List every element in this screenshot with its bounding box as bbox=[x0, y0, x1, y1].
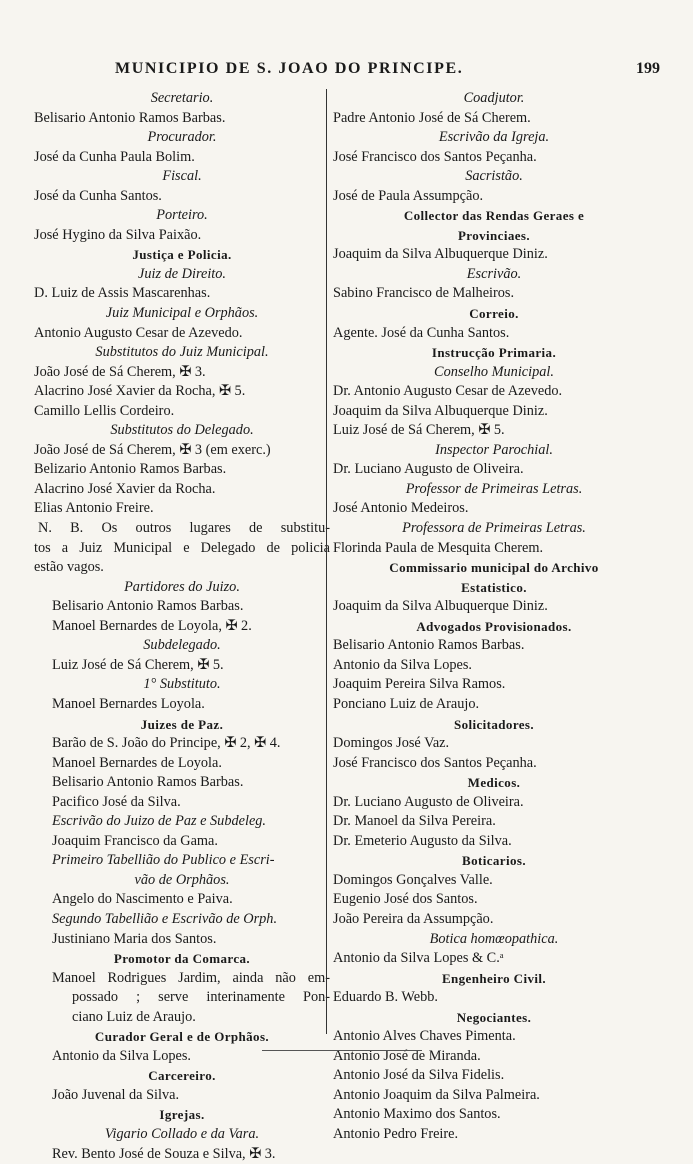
entry: Angelo do Nascimento e Paiva. bbox=[52, 891, 233, 908]
page-number: 199 bbox=[636, 60, 660, 77]
page-header bbox=[40, 60, 660, 84]
heading-escrivao: Escrivão. bbox=[466, 265, 522, 282]
entry: Manoel Rodrigues Jardim, ainda não em- bbox=[52, 969, 330, 986]
entry: Eugenio José dos Santos. bbox=[333, 891, 478, 908]
heading-partidores: Partidores do Juizo. bbox=[124, 578, 240, 595]
heading-professora: Professora de Primeiras Letras. bbox=[402, 520, 586, 537]
entry: Dr. Manoel da Silva Pereira. bbox=[333, 813, 496, 830]
section-carcereiro: Carcereiro. bbox=[148, 1068, 216, 1084]
entry: José Antonio Medeiros. bbox=[333, 500, 469, 517]
entry: Antonio da Silva Lopes & C.ᵃ bbox=[333, 950, 504, 967]
note-line: N. B. Os outros lugares de substitu- bbox=[38, 520, 330, 537]
section-advogados: Advogados Provisionados. bbox=[416, 618, 572, 634]
entry: José de Paula Assumpção. bbox=[333, 187, 484, 204]
running-title: MUNICIPIO DE S. JOAO DO PRINCIPE. bbox=[115, 60, 464, 77]
entry: João José de Sá Cherem, ✠ 3 (em exerc.) bbox=[34, 441, 271, 458]
heading-fiscal: Fiscal. bbox=[162, 168, 202, 185]
section-commissario-cont: Estatistico. bbox=[461, 579, 527, 595]
entry: Manoel Bernardes de Loyola, ✠ 2. bbox=[52, 617, 252, 634]
entry: Joaquim da Silva Albuquerque Diniz. bbox=[333, 402, 548, 419]
entry: Eduardo B. Webb. bbox=[333, 989, 438, 1006]
heading-subdelegado: Subdelegado. bbox=[143, 637, 221, 654]
entry: Sabino Francisco de Malheiros. bbox=[333, 285, 515, 302]
entry: possado ; serve interinamente Pon- bbox=[72, 989, 330, 1006]
section-curador: Curador Geral e de Orphãos. bbox=[94, 1029, 270, 1045]
heading-segundo-tabelliao: Segundo Tabellião e Escrivão de Orph. bbox=[52, 910, 278, 927]
entry: José da Cunha Paula Bolim. bbox=[34, 148, 195, 165]
entry: Alacrino José Xavier da Rocha. bbox=[34, 480, 216, 497]
heading-escrivao-igreja: Escrivão da Igreja. bbox=[438, 129, 550, 146]
entry: Antonio Augusto Cesar de Azevedo. bbox=[34, 324, 243, 341]
footer-rule bbox=[262, 1050, 422, 1051]
entry: Belizario Antonio Ramos Barbas. bbox=[34, 461, 227, 478]
heading-juiz-direito: Juiz de Direito. bbox=[137, 265, 226, 282]
heading-juiz-municipal: Juiz Municipal e Orphãos. bbox=[105, 305, 259, 322]
entry: Antonio Maximo dos Santos. bbox=[333, 1106, 501, 1123]
entry: Dr. Emeterio Augusto da Silva. bbox=[333, 832, 512, 849]
note-line: tos a Juiz Municipal e Delegado de policia bbox=[34, 539, 330, 556]
entry: Antonio Joaquim da Silva Palmeira. bbox=[333, 1086, 540, 1103]
entry: João Pereira da Assumpção. bbox=[333, 910, 494, 927]
section-igrejas: Igrejas. bbox=[159, 1107, 205, 1123]
heading-sacristao: Sacristão. bbox=[465, 168, 523, 185]
entry: José da Cunha Santos. bbox=[34, 187, 162, 204]
entry: José Francisco dos Santos Peçanha. bbox=[333, 148, 537, 165]
heading-substitutos-delegado: Substitutos do Delegado. bbox=[110, 422, 254, 439]
section-collector-cont: Provinciaes. bbox=[457, 227, 531, 243]
entry: Belisario Antonio Ramos Barbas. bbox=[333, 637, 525, 654]
entry: ciano Luiz de Araujo. bbox=[72, 1008, 196, 1025]
section-correio: Correio. bbox=[469, 306, 519, 322]
entry: Domingos Gonçalves Valle. bbox=[333, 871, 493, 888]
entry: Manoel Bernardes Loyola. bbox=[52, 695, 205, 712]
section-engenheiro: Engenheiro Civil. bbox=[441, 970, 547, 986]
entry: Domingos José Vaz. bbox=[333, 735, 450, 752]
heading-inspector-parochial: Inspector Parochial. bbox=[435, 441, 553, 458]
entry: Agente. José da Cunha Santos. bbox=[333, 324, 510, 341]
entry: Antonio José da Silva Fidelis. bbox=[333, 1067, 505, 1084]
entry: Dr. Luciano Augusto de Oliveira. bbox=[333, 793, 524, 810]
heading-conselho-municipal: Conselho Municipal. bbox=[434, 363, 554, 380]
section-collector: Collector das Rendas Geraes e bbox=[403, 208, 585, 224]
heading-primeiro-tabelliao: Primeiro Tabellião do Publico e Escri- bbox=[52, 852, 275, 869]
left-column bbox=[34, 89, 330, 1164]
entry: Antonio Alves Chaves Pimenta. bbox=[333, 1028, 516, 1045]
heading-primeiro-tabelliao-cont: vão de Orphãos. bbox=[134, 871, 230, 888]
heading-procurador: Procurador. bbox=[147, 129, 217, 146]
entry: Camillo Lellis Cordeiro. bbox=[34, 402, 175, 419]
entry: Joaquim Pereira Silva Ramos. bbox=[333, 676, 506, 693]
entry: Rev. Bento José de Souza e Silva, ✠ 3. bbox=[52, 1145, 276, 1162]
entry: João Juvenal da Silva. bbox=[52, 1086, 180, 1103]
section-promotor: Promotor da Comarca. bbox=[113, 951, 251, 967]
section-commissario: Commissario municipal do Archivo bbox=[389, 560, 599, 576]
entry: Dr. Antonio Augusto Cesar de Azevedo. bbox=[333, 383, 563, 400]
entry: João José de Sá Cherem, ✠ 3. bbox=[34, 363, 206, 380]
section-medicos: Medicos. bbox=[467, 775, 521, 791]
entry: Belisario Antonio Ramos Barbas. bbox=[52, 774, 244, 791]
heading-substituto: 1° Substituto. bbox=[143, 676, 221, 693]
heading-substitutos-juiz: Substitutos do Juiz Municipal. bbox=[95, 344, 269, 361]
note-line: estão vagos. bbox=[34, 559, 104, 576]
entry: Dr. Luciano Augusto de Oliveira. bbox=[333, 461, 524, 478]
entry: José Francisco dos Santos Peçanha. bbox=[333, 754, 537, 771]
entry: Luiz José de Sá Cherem, ✠ 5. bbox=[52, 656, 224, 673]
entry: Justiniano Maria dos Santos. bbox=[52, 930, 217, 947]
entry: Manoel Bernardes de Loyola. bbox=[52, 754, 222, 771]
entry: Alacrino José Xavier da Rocha, ✠ 5. bbox=[34, 383, 246, 400]
entry: Joaquim da Silva Albuquerque Diniz. bbox=[333, 246, 548, 263]
heading-professor: Professor de Primeiras Letras. bbox=[405, 480, 583, 497]
heading-porteiro: Porteiro. bbox=[156, 207, 208, 224]
entry: Barão de S. João do Principe, ✠ 2, ✠ 4. bbox=[52, 735, 281, 752]
heading-coadjutor: Coadjutor. bbox=[463, 90, 525, 106]
entry: Belisario Antonio Ramos Barbas. bbox=[34, 109, 226, 126]
heading-escrivao-paz: Escrivão do Juizo de Paz e Subdeleg. bbox=[52, 813, 267, 830]
heading-vigario: Vigario Collado e da Vara. bbox=[104, 1125, 260, 1142]
section-solicitadores: Solicitadores. bbox=[453, 716, 535, 732]
section-justica-policia: Justiça e Policia. bbox=[132, 247, 232, 263]
entry: Florinda Paula de Mesquita Cherem. bbox=[333, 539, 544, 556]
entry: Joaquim Francisco da Gama. bbox=[52, 832, 218, 849]
heading-secretario: Secretario. bbox=[150, 90, 214, 106]
section-negociantes: Negociantes. bbox=[456, 1009, 532, 1025]
entry: Elias Antonio Freire. bbox=[34, 500, 154, 517]
entry: Antonio Pedro Freire. bbox=[333, 1125, 459, 1142]
entry: Ponciano Luiz de Araujo. bbox=[333, 695, 480, 712]
entry: Padre Antonio José de Sá Cherem. bbox=[333, 109, 531, 126]
entry: D. Luiz de Assis Mascarenhas. bbox=[34, 285, 211, 302]
entry: Joaquim da Silva Albuquerque Diniz. bbox=[333, 598, 548, 615]
entry: Antonio da Silva Lopes. bbox=[52, 1047, 191, 1064]
entry: José Hygino da Silva Paixão. bbox=[34, 226, 202, 243]
section-juizes-paz: Juizes de Paz. bbox=[140, 716, 224, 732]
right-column bbox=[326, 89, 655, 1142]
heading-botica-homoeopathica: Botica homœopathica. bbox=[429, 930, 559, 947]
entry: Antonio José de Miranda. bbox=[333, 1047, 481, 1064]
entry: Pacifico José da Silva. bbox=[52, 793, 181, 810]
section-instrucao-primaria: Instrucção Primaria. bbox=[431, 345, 557, 361]
entry: Antonio da Silva Lopes. bbox=[333, 656, 472, 673]
section-boticarios: Boticarios. bbox=[462, 853, 526, 869]
entry: Luiz José de Sá Cherem, ✠ 5. bbox=[333, 422, 505, 439]
entry: Belisario Antonio Ramos Barbas. bbox=[52, 598, 244, 615]
